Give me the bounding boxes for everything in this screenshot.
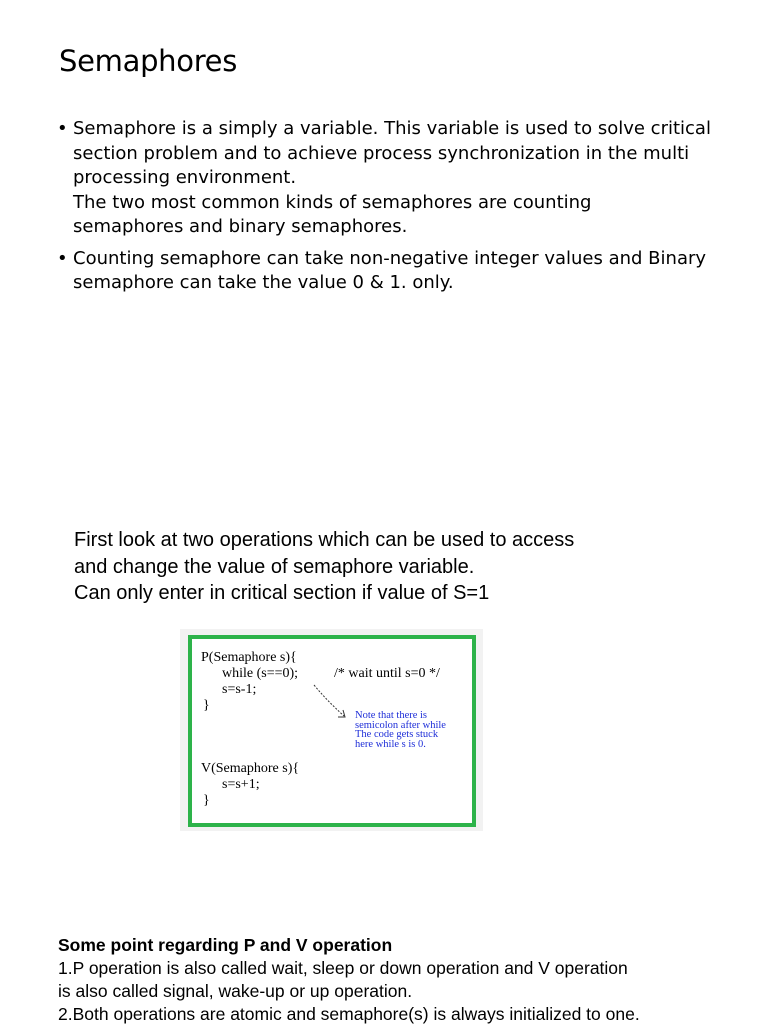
points-line: is also called signal, wake-up or up operation. <box>58 981 413 1001</box>
bullet-text-line: Semaphore is a simply a variable. This variable is used to solve critical <box>73 118 711 139</box>
bullet-item <box>57 247 737 296</box>
code-p-close: } <box>203 698 210 713</box>
code-note-line: The code gets stuck <box>355 729 439 740</box>
bullet-text-line: The two most common kinds of semaphores are counting <box>73 191 592 213</box>
bullet-text-line: processing environment. <box>73 167 297 188</box>
intro-line: First look at two operations which can be used to access <box>74 529 575 551</box>
code-note-line: here while s is 0. <box>355 738 426 750</box>
code-note <box>355 711 446 749</box>
code-p-while: while (s==0); <box>222 666 299 681</box>
intro-line: Can only enter in critical section if value of S=1 <box>74 582 490 604</box>
intro-line: and change the value of semaphore variable. <box>74 555 475 578</box>
bullet-dot-icon: • <box>57 118 68 139</box>
points-line: 2.Both operations are atomic and semaphore(s) is always initialized to one. <box>58 1004 640 1024</box>
bullet-item <box>57 117 737 240</box>
code-v-close: } <box>203 793 210 808</box>
points-heading: Some point regarding P and V operation <box>58 935 393 955</box>
code-note-line: Note that there is <box>355 710 428 721</box>
bullet-text-line: section problem and to achieve process synchronization in the multi <box>73 142 690 164</box>
points-section <box>58 934 738 1026</box>
bullet-text-line: semaphores and binary semaphores. <box>73 216 408 237</box>
code-note-line: semicolon after while <box>355 719 446 731</box>
code-p-header: P(Semaphore s){ <box>201 650 297 665</box>
bullet-text-line: semaphore can take the value 0 & 1. only. <box>73 272 454 293</box>
intro-text <box>74 527 574 607</box>
bullet-dot-icon: • <box>57 247 68 269</box>
code-v-increment: s=s+1; <box>222 777 260 792</box>
code-v-header: V(Semaphore s){ <box>201 761 300 776</box>
slide-title: Semaphores <box>59 44 238 78</box>
points-line: 1.P operation is also called wait, sleep or down operation and V operation <box>58 958 628 978</box>
bullet-list <box>57 117 737 303</box>
code-p-decrement: s=s-1; <box>222 682 257 697</box>
code-p-comment: /* wait until s=0 */ <box>334 666 440 681</box>
bullet-text-line: Counting semaphore can take non-negative integer values and Binary <box>73 247 707 269</box>
